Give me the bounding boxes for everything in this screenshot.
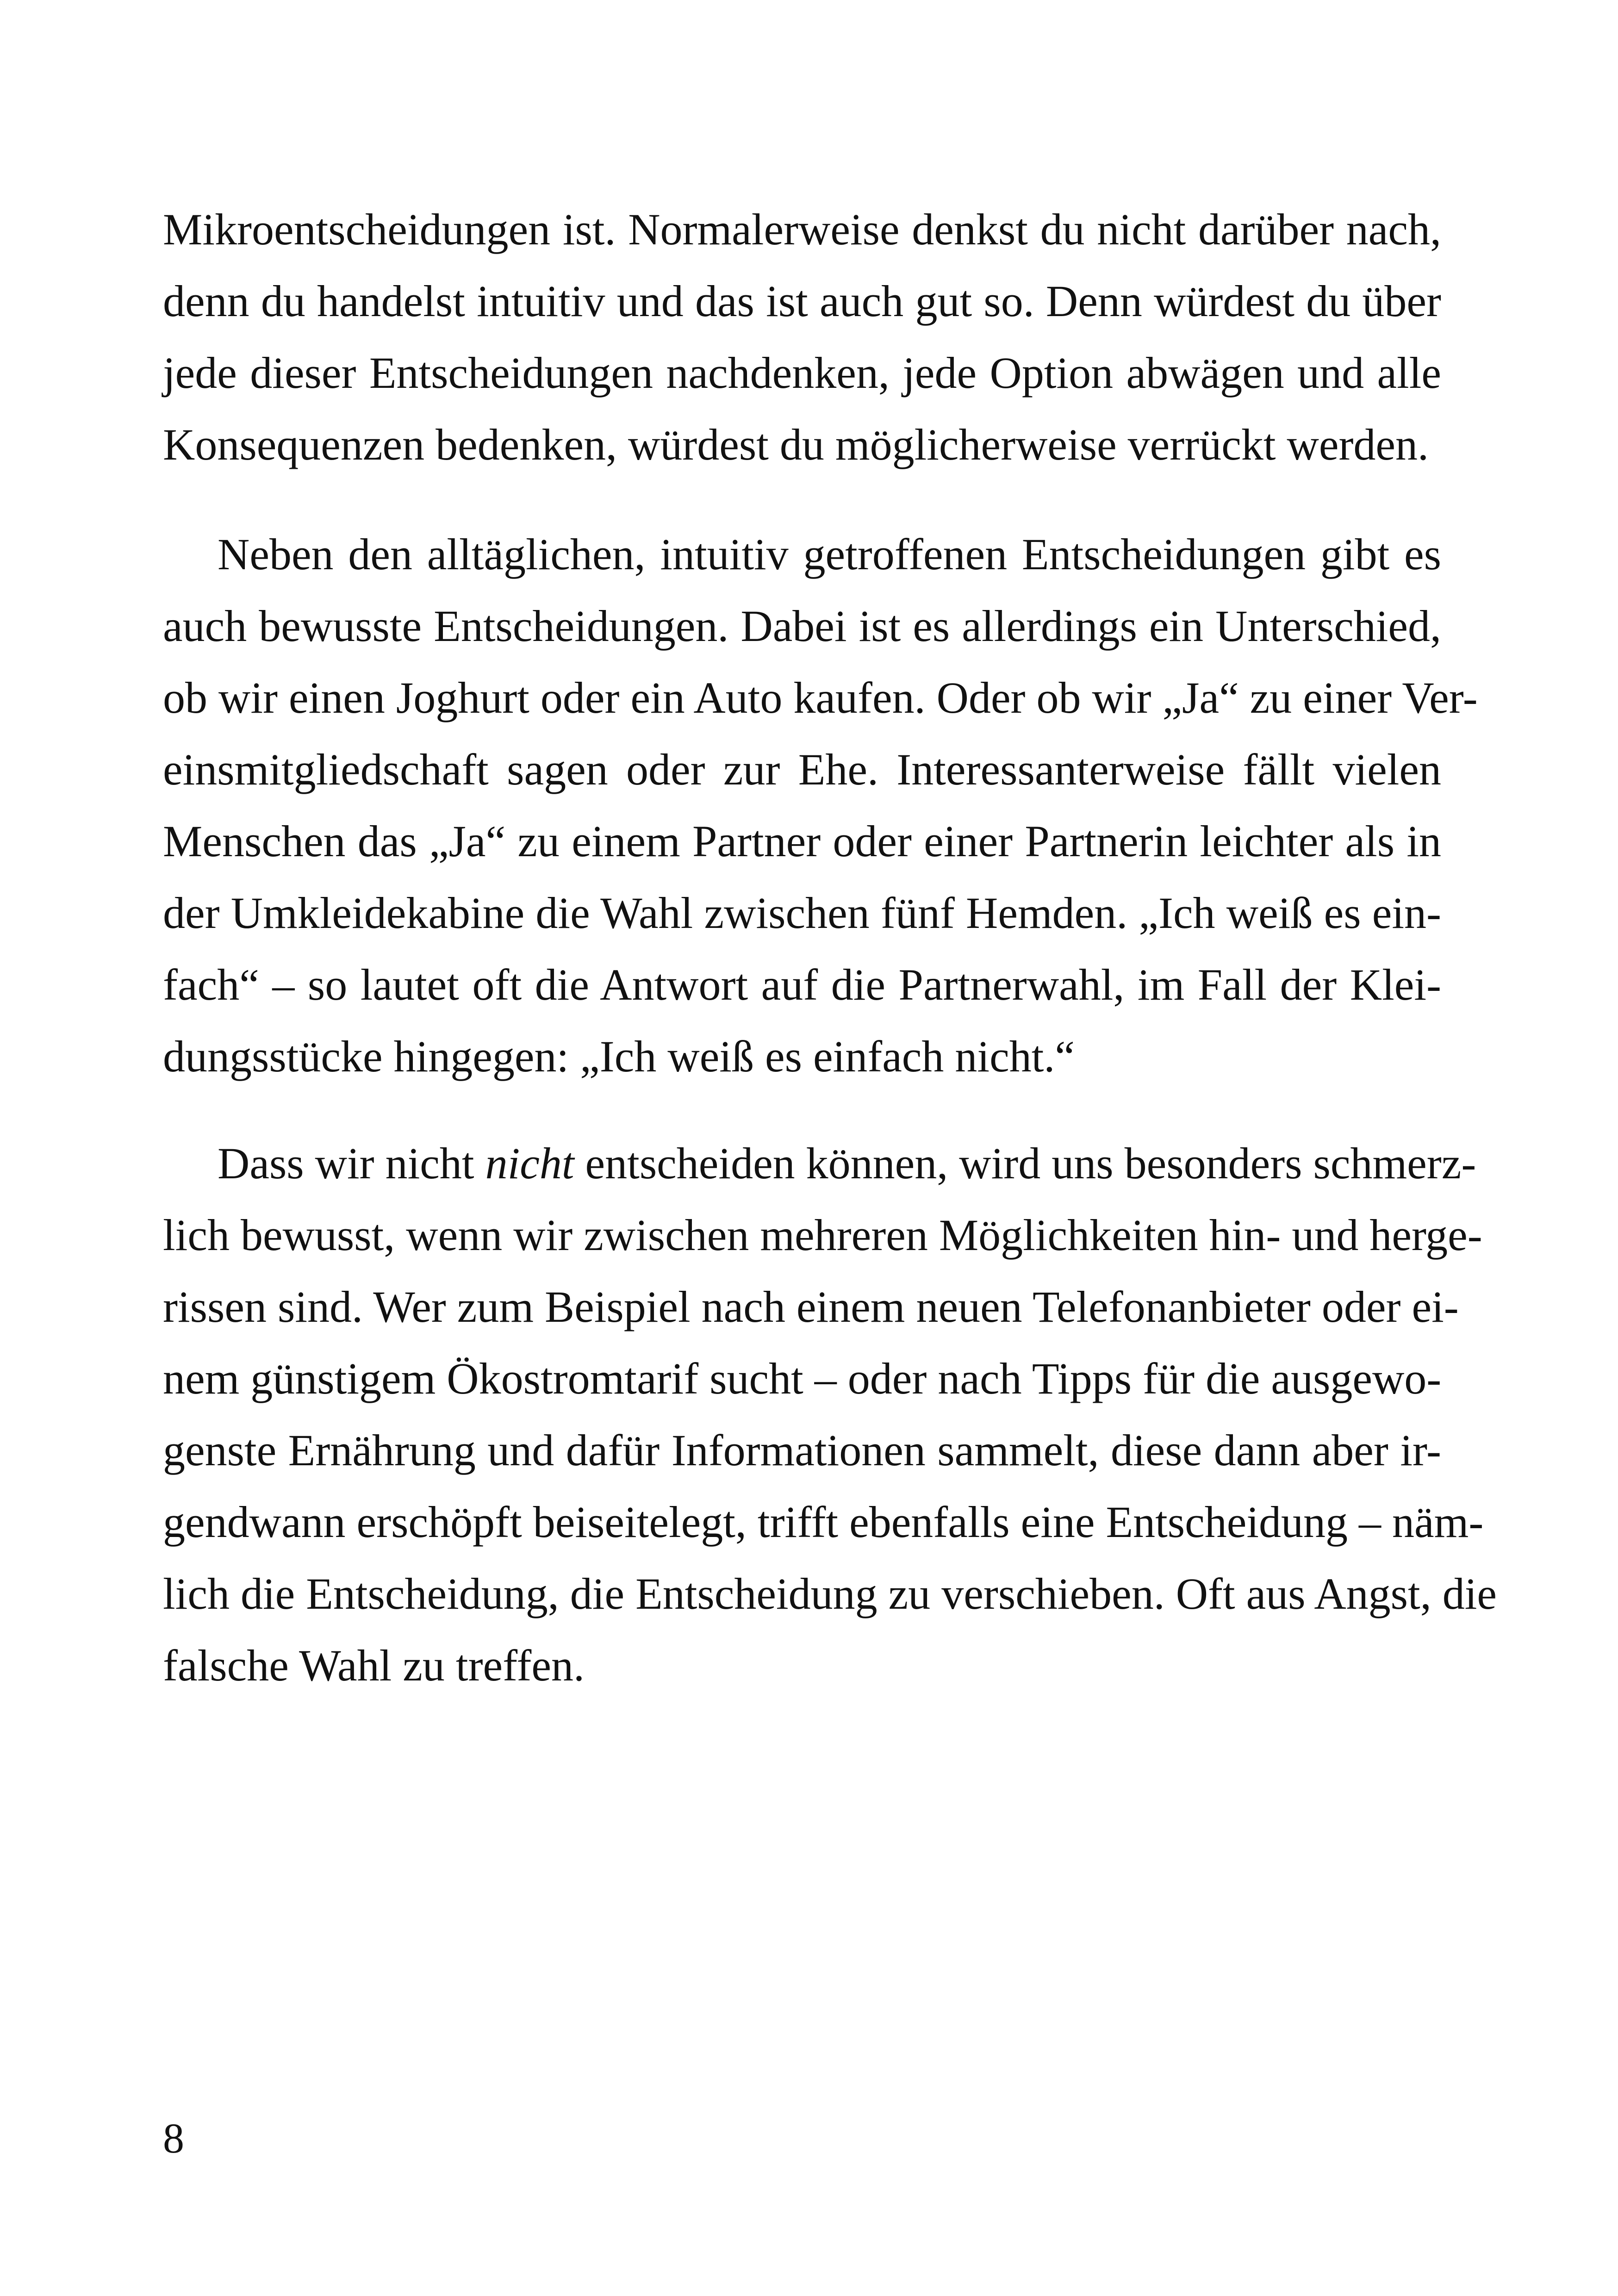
text-line: lich bewusst, wenn wir zwischen mehreren Möglichkeiten hin- und herge- xyxy=(163,1210,1482,1260)
text-line xyxy=(163,1127,1476,1199)
paragraph-2 xyxy=(163,518,1478,1092)
text-line: Konsequenzen bedenken, würdest du möglicherweise verrückt werden. xyxy=(163,420,1429,469)
text-line: Menschen das „Ja“ zu einem Partner oder einer Partnerin leichter als in xyxy=(163,816,1441,866)
text-line: der Umkleidekabine die Wahl zwischen fünf Hemden. „Ich weiß es ein- xyxy=(163,888,1441,938)
page-number: 8 xyxy=(163,2115,184,2162)
text-line: ob wir einen Joghurt oder ein Auto kaufen. Oder ob wir „Ja“ zu einer Ver- xyxy=(163,673,1478,722)
text-line: genste Ernährung und dafür Informationen sammelt, diese dann aber ir- xyxy=(163,1425,1441,1475)
text-line: einsmitgliedschaft sagen oder zur Ehe. Interessanterweise fällt vielen xyxy=(163,745,1441,794)
text-run: entscheiden können, wird uns besonders schmerz- xyxy=(574,1139,1476,1188)
text-line: auch bewusste Entscheidungen. Dabei ist es allerdings ein Unterschied, xyxy=(163,601,1441,651)
paragraph-3 xyxy=(163,1127,1497,1701)
text-line: nem günstigem Ökostromtarif sucht – oder nach Tipps für die ausgewo- xyxy=(163,1354,1442,1403)
text-line: jede dieser Entscheidungen nachdenken, jede Option abwägen und alle xyxy=(163,348,1441,398)
text-line: dungsstücke hingegen: „Ich weiß es einfach nicht.“ xyxy=(163,1032,1075,1081)
text-line: gendwann erschöpft beiseitelegt, trifft ebenfalls eine Entscheidung – näm- xyxy=(163,1497,1484,1547)
text-line: lich die Entscheidung, die Entscheidung zu verschieben. Oft aus Angst, die xyxy=(163,1569,1497,1618)
emphasized-word: nicht xyxy=(485,1139,574,1188)
text-run: Dass wir nicht xyxy=(218,1139,485,1188)
text-line: falsche Wahl zu treffen. xyxy=(163,1641,585,1690)
text-line: Neben den alltäglichen, intuitiv getroffenen Entscheidungen gibt es xyxy=(218,529,1441,579)
text-line: rissen sind. Wer zum Beispiel nach einem neuen Telefonanbieter oder ei- xyxy=(163,1282,1459,1332)
paragraph-1 xyxy=(163,193,1441,480)
text-line: Mikroentscheidungen ist. Normalerweise denkst du nicht darüber nach, xyxy=(163,205,1441,254)
text-line: fach“ – so lautet oft die Antwort auf die Partnerwahl, im Fall der Klei- xyxy=(163,960,1441,1009)
text-line: denn du handelst intuitiv und das ist auch gut so. Denn würdest du über xyxy=(163,276,1441,326)
